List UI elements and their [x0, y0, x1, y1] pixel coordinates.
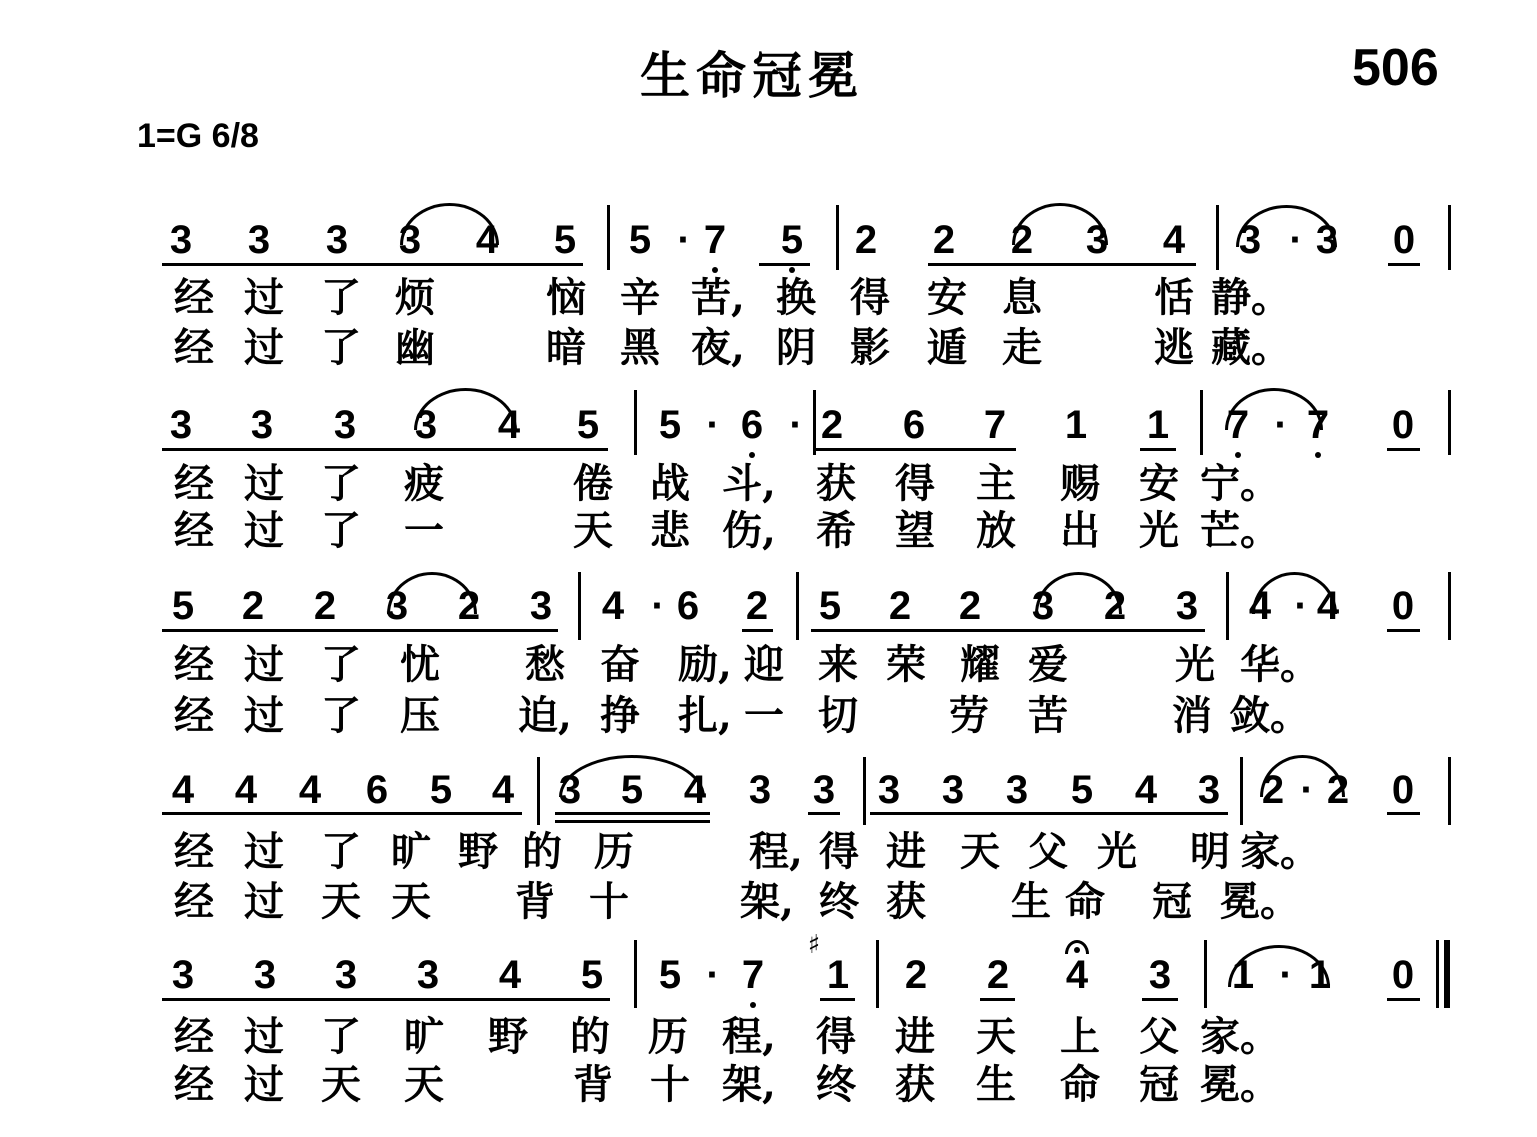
note: 7 — [1306, 403, 1330, 447]
lyric-verse2: 希 — [816, 507, 856, 554]
note: 2 — [820, 403, 844, 447]
lyric-verse1: 恬 — [1154, 274, 1194, 321]
lyric-verse1: 过 — [244, 828, 284, 875]
lyric-verse1: 了 — [321, 828, 361, 875]
slur — [1252, 572, 1337, 614]
lyric-verse2: 一 — [744, 692, 784, 739]
fermata-dot — [1074, 947, 1080, 953]
barline — [1226, 572, 1229, 640]
lyric-verse1: 进 — [886, 828, 926, 875]
lyric-verse2: 获 — [886, 878, 926, 925]
note: 2 — [904, 953, 928, 997]
note: 3 — [169, 403, 193, 447]
note: 3 — [877, 768, 901, 812]
lyric-verse1: 奋 — [600, 641, 640, 688]
lyric-verse2: 十 — [589, 878, 629, 925]
slur — [1225, 388, 1323, 430]
note: 2 — [986, 953, 1010, 997]
lyric-verse1: 安 — [927, 274, 967, 321]
beam-underline — [1387, 812, 1420, 815]
barline — [813, 390, 816, 455]
note: 3 — [414, 403, 438, 447]
barline — [876, 940, 879, 1008]
lyric-verse2: 光 — [1139, 507, 1179, 554]
barline — [634, 390, 637, 455]
lower-octave-dot — [1235, 452, 1241, 458]
note: 2 — [1103, 584, 1127, 628]
lyric-verse1: 迎 — [744, 641, 784, 688]
lyric-verse1: 宁。 — [1200, 460, 1280, 507]
lyric-verse1: 斗, — [722, 460, 776, 507]
lyric-verse1: 华。 — [1240, 641, 1320, 688]
lyric-verse2: 夜, — [691, 324, 745, 371]
lyric-verse2: 逃 — [1154, 324, 1194, 371]
note: 7 — [703, 218, 727, 262]
lyric-verse2: 经 — [174, 692, 214, 739]
lyric-verse2: 生 — [976, 1061, 1016, 1108]
note: 6 — [676, 584, 700, 628]
lyric-verse2: 暗 — [546, 324, 586, 371]
lyric-verse2: 阴 — [776, 324, 816, 371]
slur — [1012, 203, 1108, 245]
lyric-verse2: 获 — [895, 1061, 935, 1108]
lyric-verse2: 过 — [244, 324, 284, 371]
lyric-verse2: 挣 — [600, 692, 640, 739]
note: 2 — [1326, 768, 1350, 812]
hymn-number: 506 — [1352, 39, 1439, 97]
lyric-verse2: 过 — [244, 507, 284, 554]
lyric-verse1: 经 — [174, 828, 214, 875]
lyric-verse1: 励, — [678, 641, 732, 688]
lyric-verse2: 冠 — [1139, 1061, 1179, 1108]
lyric-verse1: 经 — [174, 641, 214, 688]
beam-underline — [162, 263, 583, 266]
note: 5 — [1070, 768, 1094, 812]
beam-underline — [870, 812, 1228, 815]
lyric-verse1: 过 — [244, 460, 284, 507]
lyric-verse1: 经 — [174, 274, 214, 321]
lyric-verse2: 命 — [1065, 878, 1105, 925]
note: 1 — [1146, 403, 1170, 447]
note: 2 — [313, 584, 337, 628]
lyric-verse2: 放 — [976, 507, 1016, 554]
note: 0 — [1391, 768, 1415, 812]
lyric-verse2: 经 — [174, 878, 214, 925]
note: 3 — [1005, 768, 1029, 812]
barline — [1204, 940, 1207, 1008]
slur — [387, 572, 477, 614]
note: 4 — [498, 953, 522, 997]
lyric-verse2: 终 — [816, 1061, 856, 1108]
note: 4 — [491, 768, 515, 812]
barline — [863, 757, 866, 825]
lyric-verse2: 十 — [650, 1061, 690, 1108]
barline — [1448, 757, 1451, 825]
note: 3 — [558, 768, 582, 812]
lyric-verse2: 悲 — [650, 507, 690, 554]
lyric-verse1: 过 — [244, 274, 284, 321]
slur — [1035, 572, 1122, 614]
lyric-verse2: 天 — [321, 878, 361, 925]
note: 6 — [740, 403, 764, 447]
lyric-verse2: 芒。 — [1200, 507, 1280, 554]
note: 2 — [854, 218, 878, 262]
lower-octave-dot — [789, 267, 795, 273]
beam-underline — [759, 263, 810, 266]
lyric-verse2: 天 — [321, 1061, 361, 1108]
lyric-verse2: 走 — [1002, 324, 1042, 371]
barline — [634, 940, 637, 1008]
note: 4 — [234, 768, 258, 812]
lyric-verse1: 经 — [174, 1013, 214, 1060]
lower-octave-dot — [750, 1002, 756, 1008]
lyric-verse1: 了 — [321, 460, 361, 507]
beam-underline — [816, 448, 1016, 451]
lyric-verse2: 扎, — [678, 692, 732, 739]
note: 5 — [780, 218, 804, 262]
lyric-verse1: 进 — [895, 1013, 935, 1060]
note: 4 — [1065, 953, 1089, 997]
note: 5 — [429, 768, 453, 812]
lyric-verse2: 遁 — [927, 324, 967, 371]
lyric-verse1: 换 — [776, 274, 816, 321]
note: 4 — [601, 584, 625, 628]
note: 3 — [748, 768, 772, 812]
lyric-verse1: 野 — [488, 1013, 528, 1060]
duration-dot: · — [706, 403, 720, 447]
lyric-verse1: 旷 — [404, 1013, 444, 1060]
note: 3 — [1238, 218, 1262, 262]
lyric-verse1: 苦, — [691, 274, 745, 321]
note: 5 — [658, 953, 682, 997]
final-barline-thick — [1444, 940, 1450, 1008]
duration-dot: · — [1274, 403, 1288, 447]
note: 2 — [932, 218, 956, 262]
barline — [607, 205, 610, 270]
note: 3 — [247, 218, 271, 262]
lyric-verse1: 赐 — [1060, 460, 1100, 507]
duration-dot: · — [706, 953, 720, 997]
lyric-verse1: 战 — [650, 460, 690, 507]
lyric-verse1: 荣 — [886, 641, 926, 688]
lyric-verse1: 爱 — [1028, 641, 1068, 688]
lyric-verse1: 天 — [960, 828, 1000, 875]
note: 7 — [983, 403, 1007, 447]
slur — [414, 388, 517, 430]
beam-underline — [1140, 448, 1176, 451]
note: 6 — [365, 768, 389, 812]
beam-underline — [1387, 998, 1420, 1001]
beam-underline — [162, 812, 522, 815]
lyric-verse1: 忧 — [400, 641, 440, 688]
slur — [1228, 945, 1330, 987]
lyric-verse1: 烦 — [395, 274, 435, 321]
lyric-verse1: 父 — [1139, 1013, 1179, 1060]
lyric-verse2: 了 — [321, 692, 361, 739]
lyric-verse2: 天 — [573, 507, 613, 554]
note: 5 — [171, 584, 195, 628]
lyric-verse1: 疲 — [404, 460, 444, 507]
beam-underline — [980, 998, 1015, 1001]
beam-underline — [555, 820, 710, 823]
barline — [1448, 390, 1451, 455]
note: 5 — [576, 403, 600, 447]
beam-underline — [1388, 263, 1420, 266]
note: 5 — [818, 584, 842, 628]
lyric-verse1: 明 — [1190, 828, 1230, 875]
lyric-verse2: 冕。 — [1220, 878, 1300, 925]
lyric-verse1: 倦 — [573, 460, 613, 507]
lyric-verse1: 经 — [174, 460, 214, 507]
lyric-verse2: 天 — [404, 1061, 444, 1108]
lyric-verse2: 迫, — [518, 692, 572, 739]
note: 3 — [169, 218, 193, 262]
note: 0 — [1391, 403, 1415, 447]
lyric-verse1: 光 — [1097, 828, 1137, 875]
note: 3 — [812, 768, 836, 812]
lyric-verse2: 经 — [174, 507, 214, 554]
sharp-sign: ♯ — [807, 930, 821, 960]
lyric-verse2: 伤, — [722, 507, 776, 554]
note: 1 — [1308, 953, 1332, 997]
lyric-verse2: 命 — [1060, 1061, 1100, 1108]
lyric-verse2: 架, — [740, 878, 794, 925]
lyric-verse2: 背 — [515, 878, 555, 925]
note: 4 — [1162, 218, 1186, 262]
lyric-verse1: 家。 — [1200, 1013, 1280, 1060]
barline — [796, 572, 799, 640]
lyric-verse2: 冠 — [1152, 878, 1192, 925]
beam-underline — [820, 998, 855, 1001]
lyric-verse1: 获 — [816, 460, 856, 507]
lyric-verse2: 消 — [1172, 692, 1212, 739]
note: 3 — [1031, 584, 1055, 628]
note: 2 — [958, 584, 982, 628]
lyric-verse1: 了 — [321, 1013, 361, 1060]
barline — [836, 205, 839, 270]
note: 5 — [628, 218, 652, 262]
note: 0 — [1392, 218, 1416, 262]
lyric-verse2: 天 — [391, 878, 431, 925]
beam-underline — [162, 629, 558, 632]
note: 3 — [250, 403, 274, 447]
lyric-verse2: 劳 — [949, 692, 989, 739]
lyric-verse1: 愁 — [525, 641, 565, 688]
beam-underline — [1387, 448, 1420, 451]
beam-underline — [1142, 998, 1178, 1001]
barline — [1448, 572, 1451, 640]
note: 3 — [1175, 584, 1199, 628]
lyric-verse1: 息 — [1002, 274, 1042, 321]
note: 4 — [1134, 768, 1158, 812]
barline — [537, 757, 540, 825]
note: 2 — [1261, 768, 1285, 812]
beam-underline — [808, 812, 840, 815]
note: 0 — [1391, 584, 1415, 628]
barline — [578, 572, 581, 640]
lyric-verse1: 天 — [976, 1013, 1016, 1060]
lyric-verse1: 来 — [818, 641, 858, 688]
note: 3 — [325, 218, 349, 262]
note: 4 — [171, 768, 195, 812]
note: 3 — [1148, 953, 1172, 997]
note: 0 — [1391, 953, 1415, 997]
lyric-verse1: 旷 — [391, 828, 431, 875]
lyric-verse2: 压 — [400, 692, 440, 739]
note: 5 — [658, 403, 682, 447]
note: 1 — [1231, 953, 1255, 997]
beam-underline — [742, 629, 773, 632]
lyric-verse1: 恼 — [546, 274, 586, 321]
note: 5 — [580, 953, 604, 997]
duration-dot: · — [789, 403, 803, 447]
lyric-verse2: 了 — [321, 324, 361, 371]
lyric-verse2: 幽 — [395, 324, 435, 371]
duration-dot: · — [1300, 768, 1314, 812]
slur — [559, 755, 705, 797]
lyric-verse2: 切 — [818, 692, 858, 739]
beam-underline — [555, 812, 710, 815]
duration-dot: · — [1294, 584, 1308, 628]
lyric-verse1: 得 — [850, 274, 890, 321]
duration-dot: · — [1279, 953, 1293, 997]
final-barline-thin — [1436, 940, 1439, 1008]
note: 4 — [298, 768, 322, 812]
note: 4 — [475, 218, 499, 262]
lyric-verse1: 历 — [594, 828, 634, 875]
beam-underline — [928, 263, 1196, 266]
lyric-verse2: 经 — [174, 1061, 214, 1108]
lyric-verse2: 架, — [722, 1061, 776, 1108]
lyric-verse1: 过 — [244, 1013, 284, 1060]
lyric-verse2: 影 — [850, 324, 890, 371]
note: 5 — [553, 218, 577, 262]
note: 3 — [171, 953, 195, 997]
beam-underline — [162, 998, 610, 1001]
note: 1 — [1064, 403, 1088, 447]
lyric-verse1: 了 — [321, 641, 361, 688]
lower-octave-dot — [749, 452, 755, 458]
slur — [1236, 205, 1337, 247]
note: 4 — [497, 403, 521, 447]
lyric-verse1: 野 — [458, 828, 498, 875]
lyric-verse1: 程, — [749, 828, 803, 875]
lyric-verse1: 耀 — [960, 641, 1000, 688]
note: 7 — [741, 953, 765, 997]
lyric-verse1: 得 — [816, 1013, 856, 1060]
barline — [1240, 757, 1243, 825]
note: 1 — [826, 953, 850, 997]
note: 2 — [888, 584, 912, 628]
duration-dot: · — [677, 218, 691, 262]
note: 3 — [398, 218, 422, 262]
lyric-verse2: 经 — [174, 324, 214, 371]
duration-dot: · — [1289, 218, 1303, 262]
lyric-verse1: 辛 — [620, 274, 660, 321]
lyric-verse1: 的 — [522, 828, 562, 875]
note: 6 — [902, 403, 926, 447]
lyric-verse1: 得 — [819, 828, 859, 875]
slur — [400, 203, 499, 245]
lyric-verse2: 背 — [573, 1061, 613, 1108]
lyric-verse2: 生 — [1011, 878, 1051, 925]
lyric-verse2: 了 — [321, 507, 361, 554]
note: 4 — [1316, 584, 1340, 628]
note: 3 — [333, 403, 357, 447]
note: 2 — [1010, 218, 1034, 262]
lyric-verse2: 藏。 — [1211, 324, 1291, 371]
lyric-verse2: 过 — [244, 1061, 284, 1108]
lyric-verse1: 上 — [1060, 1013, 1100, 1060]
lyric-verse1: 过 — [244, 641, 284, 688]
note: 4 — [1248, 584, 1272, 628]
lyric-verse1: 的 — [570, 1013, 610, 1060]
lyric-verse1: 主 — [976, 460, 1016, 507]
note: 3 — [529, 584, 553, 628]
note: 3 — [941, 768, 965, 812]
beam-underline — [162, 448, 608, 451]
beam-underline — [1387, 629, 1420, 632]
note: 2 — [457, 584, 481, 628]
lyric-verse2: 过 — [244, 692, 284, 739]
note: 7 — [1226, 403, 1250, 447]
note: 3 — [1315, 218, 1339, 262]
lyric-verse2: 终 — [819, 878, 859, 925]
lyric-verse2: 一 — [404, 507, 444, 554]
lyric-verse1: 父 — [1028, 828, 1068, 875]
note: 2 — [241, 584, 265, 628]
duration-dot: · — [651, 584, 665, 628]
hymn-title: 生命冠冕 — [640, 46, 864, 105]
lyric-verse2: 苦 — [1028, 692, 1068, 739]
lyric-verse1: 家。 — [1240, 828, 1320, 875]
barline — [1216, 205, 1219, 270]
slur — [1260, 755, 1345, 797]
lyric-verse1: 光 — [1175, 641, 1215, 688]
note: 2 — [745, 584, 769, 628]
lyric-verse1: 程, — [722, 1013, 776, 1060]
lyric-verse2: 过 — [244, 878, 284, 925]
lower-octave-dot — [1315, 452, 1321, 458]
barline — [1448, 205, 1451, 270]
note: 3 — [416, 953, 440, 997]
lyric-verse2: 黑 — [620, 324, 660, 371]
key-signature: 1=G 6/8 — [137, 117, 259, 155]
lyric-verse2: 敛。 — [1230, 692, 1310, 739]
lyric-verse1: 静。 — [1211, 274, 1291, 321]
lyric-verse1: 安 — [1139, 460, 1179, 507]
lyric-verse1: 了 — [321, 274, 361, 321]
lyric-verse2: 望 — [895, 507, 935, 554]
note: 3 — [334, 953, 358, 997]
note: 4 — [683, 768, 707, 812]
note: 3 — [1197, 768, 1221, 812]
lyric-verse2: 冕。 — [1200, 1061, 1280, 1108]
note: 3 — [253, 953, 277, 997]
lyric-verse1: 得 — [895, 460, 935, 507]
barline — [1200, 390, 1203, 455]
lower-octave-dot — [712, 267, 718, 273]
lyric-verse1: 历 — [648, 1013, 688, 1060]
note: 5 — [620, 768, 644, 812]
beam-underline — [811, 629, 1205, 632]
note: 3 — [385, 584, 409, 628]
lyric-verse2: 出 — [1060, 507, 1100, 554]
note: 3 — [1085, 218, 1109, 262]
